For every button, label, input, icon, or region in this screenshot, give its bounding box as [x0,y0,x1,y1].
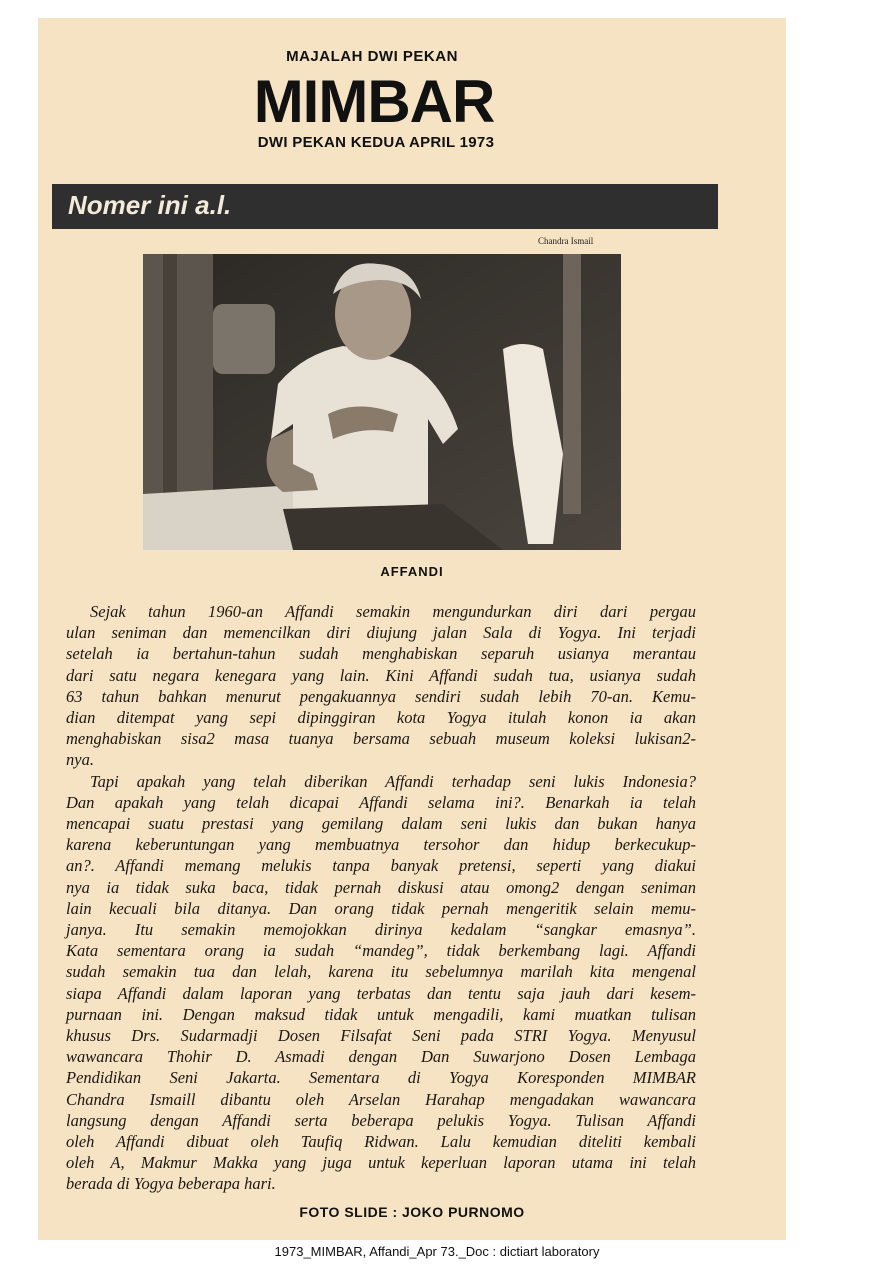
article-body [66,601,696,1195]
article-line: purnaan ini. Dengan maksud tidak untuk mengadili, kami muatkan tulisan [66,1004,696,1024]
article-line: Kata sementara orang ia sudah “mandeg”, tidak berkembang lagi. Affandi [66,941,696,961]
photo-caption: AFFANDI [380,564,444,579]
section-band-label: Nomer ini a.l. [68,190,232,220]
article-line: lain kecuali bila ditanya. Dan orang tidak pernah mengeritik selain memu- [66,898,696,918]
article-line: ulan seniman dan memencilkan diri diujung jalan Sala di Yogya. Ini terjadi [66,623,696,643]
article-line: oleh A, Makmur Makka yang juga untuk keperluan laporan utama ini telah [66,1153,696,1173]
article-line: janya. Itu semakin memojokkan dirinya kedalam “sangkar emasnya”. [66,920,696,940]
portrait-photo-image [143,254,621,550]
article-line: dari satu negara kenegara yang lain. Kini Affandi sudah tua, usianya sudah [66,665,696,685]
masthead-kicker: MAJALAH DWI PEKAN [286,48,458,65]
article-line: Tapi apakah yang telah diberikan Affandi terhadap seni lukis Indonesia? [90,771,696,791]
article-line: an?. Affandi memang melukis tanpa banyak pretensi, seperti yang diakui [66,856,696,876]
article-line: sudah semakin tua dan lelah, karena itu sebelumnya marilah kita mengenal [66,962,696,982]
article-line: berada di Yogya beberapa hari. [66,1174,276,1194]
article-line: Sejak tahun 1960-an Affandi semakin mengundurkan diri dari pergau [90,602,696,621]
article-line: Dan apakah yang telah dicapai Affandi selama ini?. Benarkah ia telah [66,792,696,812]
article-line: 63 tahun bahkan menurut pengakuannya sendiri sudah lebih 70-an. Kemu- [66,686,696,706]
article-line: oleh Affandi dibuat oleh Taufiq Ridwan. Lalu kemudian diteliti kembali [66,1132,696,1152]
article-line: wawancara Thohir D. Asmadi dengan Dan Suwarjono Dosen Lembaga [66,1047,696,1067]
article-line: nya. [66,750,94,770]
document-footer: 1973_MIMBAR, Affandi_Apr 73._Doc : dictiart laboratory [274,1244,600,1259]
newspaper-clipping [38,18,786,1240]
paragraph-2 [66,771,696,1195]
photo-credit-small: Chandra Ismail [538,236,594,246]
article-line: nya ia tidak suka baca, tidak pernah diskusi atau omong2 dengan seniman [66,877,696,897]
article-line: menghabiskan sisa2 masa tuanya bersama sebuah museum koleksi lukisan2- [66,729,696,749]
article-line: dian ditempat yang sepi dipinggiran kota Yogya itulah konon ia akan [66,708,696,728]
paragraph-1 [66,601,696,771]
masthead-issue: DWI PEKAN KEDUA APRIL 1973 [257,134,495,151]
section-band [52,184,718,229]
article-line: Pendidikan Seni Jakarta. Sementara di Yogya Koresponden MIMBAR [66,1068,696,1088]
article-line: Chandra Ismaill dibantu oleh Arselan Harahap mengadakan wawancara [66,1089,696,1109]
article-line: karena keberuntungan yang membuatnya tersohor dan hidup berkecukup- [66,835,696,855]
article-line: mencapai suatu prestasi yang gemilang dalam seni lukis dan bukan hanya [66,814,696,834]
photo-slide-credit: FOTO SLIDE : JOKO PURNOMO [299,1204,525,1220]
article-line: langsung dengan Affandi serta beberapa pelukis Yogya. Tulisan Affandi [66,1110,696,1130]
article-line: setelah ia bertahun-tahun sudah menghabiskan separuh usianya merantau [66,644,696,664]
portrait-photo [143,254,621,550]
masthead-title: MIMBAR [253,68,495,135]
article-line: siapa Affandi dalam laporan yang terbatas dan tentu saja jauh dari kesem- [66,983,696,1003]
article-line: khusus Drs. Sudarmadji Dosen Filsafat Seni pada STRI Yogya. Menyusul [66,1026,696,1046]
